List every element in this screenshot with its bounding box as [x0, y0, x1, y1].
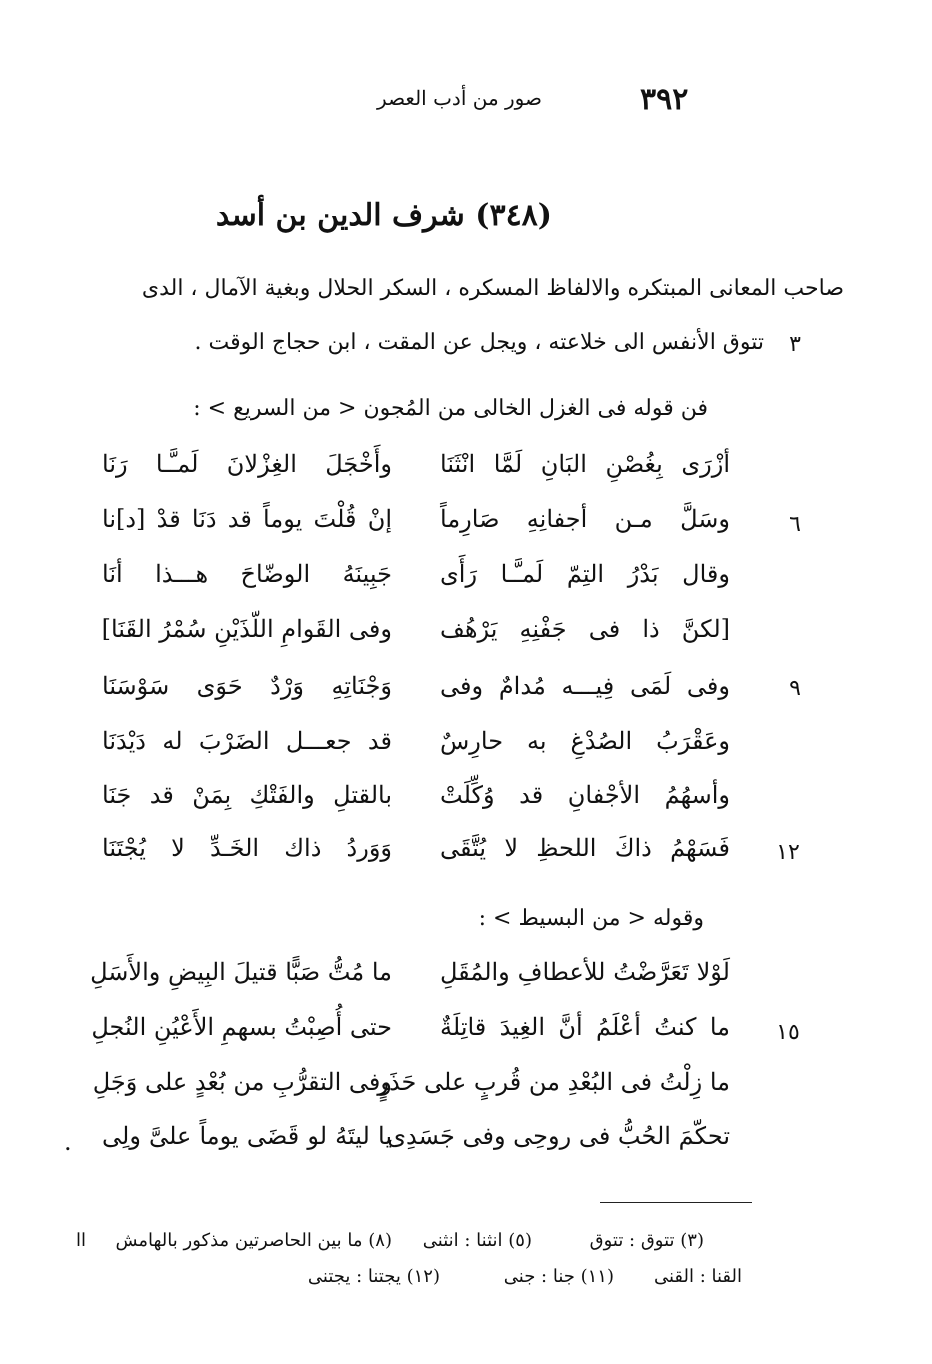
verse-first-hemistich: ما كنتُ أعْلَمُ أنَّ الغِيدَ قاتِلَةٌ	[440, 1013, 730, 1041]
verse-row	[90, 672, 730, 718]
verse-first-hemistich: وأسهُمُ الأجْفانِ قد وُكِّلَتْ	[440, 781, 730, 809]
footnote-8-mark: اا	[76, 1230, 87, 1251]
verse-row	[90, 505, 730, 551]
line-number-3: ٣	[789, 332, 801, 357]
footnote-9: القنا : القنى	[653, 1266, 742, 1287]
verse-second-hemistich: وفى القَوامِ اللّذَيْنِ سُمْرُ القَنَا]	[101, 615, 392, 643]
footnote-11: (١١) جنا : جنى	[503, 1266, 614, 1287]
verse-row	[90, 560, 730, 606]
footnote-5: (٥) انثنا : انثنى	[422, 1230, 532, 1251]
line-number-6: ٦	[789, 512, 801, 537]
verse-first-hemistich: [لكنَّ ذا فى جَفْنِهِ يَرْهُف	[440, 615, 730, 643]
verse-second-hemistich: وَجْنَاتِهِ وَرْدٌ حَوَى سَوْسَنَا	[102, 672, 392, 700]
trailing-dot: .	[64, 1128, 72, 1156]
verse-second-hemistich: يا ليتَهُ لو قَضَى يوماً علىَّ ولِى	[102, 1122, 392, 1150]
verse-row	[90, 958, 730, 1004]
footnote-rule	[600, 1202, 752, 1203]
verse-row	[90, 834, 730, 880]
footnote-12: (١٢) يجتنا : يجتنى	[307, 1266, 440, 1287]
verse-row	[90, 450, 730, 496]
prose-line-1: صاحب المعانى المبتكره والالفاظ المسكره ، السكر الحلال وبغية الآمال ، الدى	[141, 276, 844, 301]
page-number: ٣٩٢	[640, 82, 689, 117]
section-heading: (٣٤٨) شرف الدين بن أسد	[215, 198, 552, 233]
verse-row	[90, 1013, 730, 1059]
verse-first-hemistich: وسَلَّ مـن أجفانِهِ صَارِماً	[440, 505, 730, 533]
poem2-intro: وقوله < من البسيط > :	[478, 906, 704, 931]
verse-second-hemistich: وَوَردُ ذاك الخَـدِّ لا يُجْتَنَا	[102, 834, 392, 862]
verse-second-hemistich: حتى أُصِبْتُ بسهمِ الأَعْيُنِ النُجلِ	[91, 1013, 392, 1041]
line-number-15: ١٥	[776, 1020, 800, 1045]
verse-second-hemistich: وأَخْجَلَ الغِزْلانَ لَمـَّـا رَنَا	[102, 450, 392, 478]
verse-second-hemistich: وفى التقرُّبِ من بُعْدٍ على وَجَلِ	[92, 1068, 392, 1096]
verse-second-hemistich: بالقتلِ والفَتْكِ بِمَنْ قد جَنَا	[102, 781, 392, 809]
verse-first-hemistich: وقال بَدْرُ التِمّ لَمـَّـا رَأَى	[440, 560, 730, 588]
footnote-3: (٣) تتوق : تتوق	[589, 1230, 704, 1251]
verse-row	[90, 615, 730, 661]
verse-row	[90, 1122, 730, 1168]
poem1-intro: فن قوله فى الغزل الخالى من المُجون < من السريع > :	[193, 396, 708, 421]
line-number-9: ٩	[789, 676, 801, 701]
verse-first-hemistich: وفى لَمَى فِيـــه مُدامٌ وفى	[440, 672, 730, 700]
verse-first-hemistich: لَوْلا تَعَرَّضْتُ للأعطافِ والمُقَلِ	[440, 958, 730, 986]
verse-first-hemistich: فَسَهْمُ ذاكَ اللحظِ لا يُتَّقَى	[440, 834, 730, 862]
verse-row	[90, 781, 730, 827]
verse-second-hemistich: ما مُتُّ صَبًّا قتيلَ البِيضِ والأَسَلِ	[90, 958, 392, 986]
footnote-8: (٨) ما بين الحاصرتين مذكور بالهامش	[115, 1230, 392, 1251]
verse-second-hemistich: إنْ قُلْتَ يوماً قد دَنَا قدْ [د]نا	[102, 505, 392, 533]
verse-row	[90, 727, 730, 773]
verse-second-hemistich: جَبِينَهُ الوضّاحَ هـــذا أنَا	[102, 560, 392, 588]
verse-second-hemistich: قد جعـــل الضَرْبَ له دَيْدَنَا	[102, 727, 392, 755]
verse-first-hemistich: أزْرَى بِغُصْنِ البَانِ لَمَّا انْثَنَا	[440, 450, 730, 478]
running-title: صور من أدب العصر	[377, 86, 542, 110]
verse-row	[90, 1068, 730, 1114]
prose-line-2: تتوق الأنفس الى خلاعته ، ويجل عن المقت ، ابن حجاج الوقت .	[194, 330, 764, 355]
verse-first-hemistich: تحكّمَ الحُبُّ فى روحِى وفى جَسَدِى	[387, 1122, 730, 1150]
verse-first-hemistich: ما زِلْتُ فى البُعْدِ من قُربٍ على حَذَرٍ	[377, 1068, 730, 1096]
line-number-12: ١٢	[776, 840, 800, 865]
verse-first-hemistich: وعَقْرَبُ الصُدْغِ به حارِسٌ	[440, 727, 730, 755]
